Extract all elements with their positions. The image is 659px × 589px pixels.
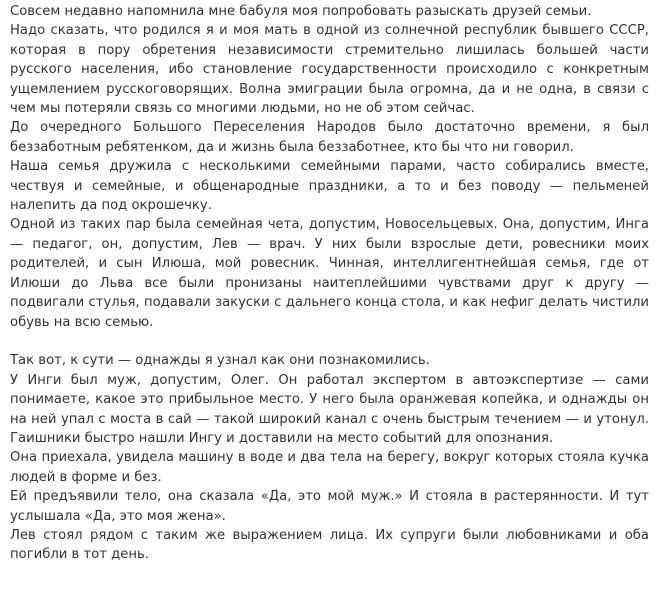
paragraph-story-start: Так вот, к сути — однажды я узнал как они познакомились.: [10, 353, 430, 369]
paragraph-family: Одной из таких пар была семейная чета, допустим, Новосельцевых. Она, допустим, Инга — педагог, он, допустим, Лев — врач. У них были взрослые дети, ровесники моих родителей, и сын Илюша, мой ровесник. Чинная, интеллигентнейшая семья, где от Илюши до Льва все были пронизаны наитеплейшими чувствами друг к другу — подвигали стулья, подавали закуски с дальнего конца стола, и как нефиг делать чистили обувь на всю семью.: [10, 217, 649, 330]
paragraph-friends: Наша семья дружила с несколькими семейными парами, часто собирались вместе, чествуя и семейные, и общенародные праздники, а то и без поводу — пельменей налепить да под окрошечку.: [10, 159, 649, 214]
paragraph-childhood: До очередного Большого Переселения Народов было достаточно времени, я был беззаботным ребятенком, да и жизнь была беззаботнее, кто бы что ни говорил.: [10, 120, 649, 155]
paragraph-background: Надо сказать, что родился я и моя мать в одной из солнечной республик бывшего СССР, которая в пору обретения независимости стремительно лишилась большей части русского населения, ибо становление государственности происходило с конкретным ущемлением русскоговорящих. Волна эмиграции была огромна, да и не одна, в связи с чем мы потеряли связь со многими людьми, но не об этом сейчас.: [10, 23, 649, 117]
paragraph-husband: У Инги был муж, допустим, Олег. Он работал экспертом в автоэкспертизе — сами понимаете, какое это прибыльное место. У него была оранжевая копейка, и однажды он на ней упал с моста в сай — такой широкий канал с очень быстрым течением — и утонул. Гаишники быстро нашли Ингу и доставили на место событий для опознания.: [10, 372, 649, 446]
paragraph-arrival: Она приехала, увидела машину в воде и два тела на берегу, вокруг которых стояла кучка людей в форме и без.: [10, 450, 649, 485]
paragraph-identification: Ей предъявили тело, она сказала «Да, это мой муж.» И стояла в растерянности. И тут услышала «Да, это моя жена».: [10, 489, 649, 524]
paragraph-ending: Лев стоял рядом с таким же выражением лица. Их супруги были любовниками и оба погибли в тот день.: [10, 527, 649, 563]
paragraph-intro: Совсем недавно напомнила мне бабуля моя попробовать разыскать друзей семьи.: [10, 4, 592, 19]
paragraph-gap: [10, 332, 649, 351]
